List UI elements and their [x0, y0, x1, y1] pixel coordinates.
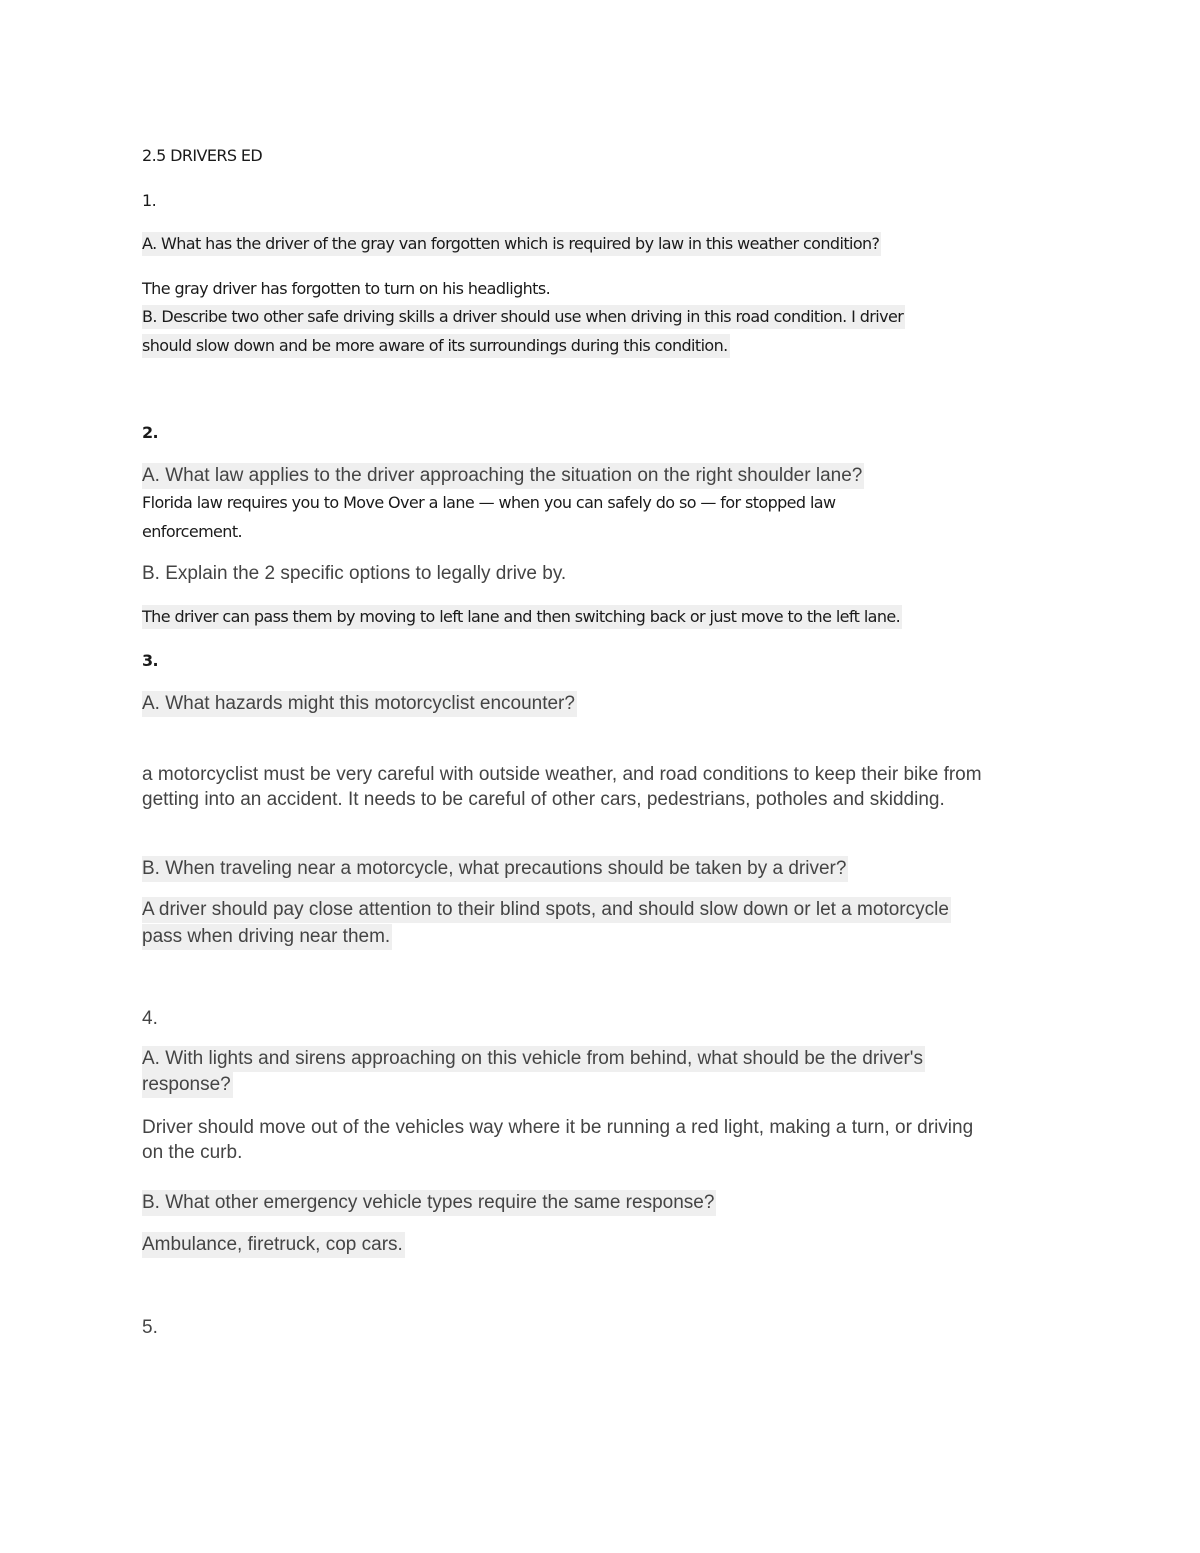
answer-4a-line2: on the curb.: [142, 1142, 243, 1163]
answer-2a-line1: Florida law requires you to Move Over a lane — when you can safely do so — for stopped law: [142, 493, 836, 512]
question-2-number: 2.: [142, 423, 159, 442]
question-2b-text: B. Explain the 2 specific options to legally drive by.: [142, 563, 567, 584]
answer-3b-line2: pass when driving near them.: [142, 924, 392, 950]
question-1-number: 1.: [142, 191, 157, 210]
answer-2b-text: The driver can pass them by moving to left lane and then switching back or just move to the left lane.: [142, 605, 902, 629]
answer-3b-line1: A driver should pay close attention to their blind spots, and should slow down or let a motorcycle: [142, 897, 951, 923]
question-4a-line2: response?: [142, 1072, 233, 1098]
question-4-number: 4.: [142, 1008, 158, 1029]
question-1b-line2: should slow down and be more aware of its surroundings during this condition.: [142, 334, 730, 358]
question-3a-text: A. What hazards might this motorcyclist encounter?: [142, 691, 577, 717]
answer-3a-line1: a motorcyclist must be very careful with outside weather, and road conditions to keep their bike from: [142, 764, 982, 785]
answer-4b-text: Ambulance, firetruck, cop cars.: [142, 1232, 405, 1258]
answer-3a-line2: getting into an accident. It needs to be careful of other cars, pedestrians, potholes and skidding.: [142, 789, 945, 810]
question-2a-text: A. What law applies to the driver approaching the situation on the right shoulder lane?: [142, 463, 864, 489]
question-4b-text: B. What other emergency vehicle types require the same response?: [142, 1190, 716, 1216]
answer-1a-text: The gray driver has forgotten to turn on his headlights.: [142, 279, 551, 298]
answer-4a-line1: Driver should move out of the vehicles way where it be running a red light, making a turn, or driving: [142, 1117, 974, 1138]
question-3b-text: B. When traveling near a motorcycle, what precautions should be taken by a driver?: [142, 856, 848, 882]
question-4a-line1: A. With lights and sirens approaching on this vehicle from behind, what should be the driver's: [142, 1046, 925, 1072]
document-title: 2.5 DRIVERS ED: [142, 146, 263, 165]
question-1a-text: A. What has the driver of the gray van forgotten which is required by law in this weather condition?: [142, 232, 881, 256]
answer-2a-line2: enforcement.: [142, 522, 243, 541]
question-1b-line1: B. Describe two other safe driving skills a driver should use when driving in this road condition. I driver: [142, 305, 905, 329]
question-5-number: 5.: [142, 1317, 158, 1338]
question-3-number: 3.: [142, 651, 159, 670]
